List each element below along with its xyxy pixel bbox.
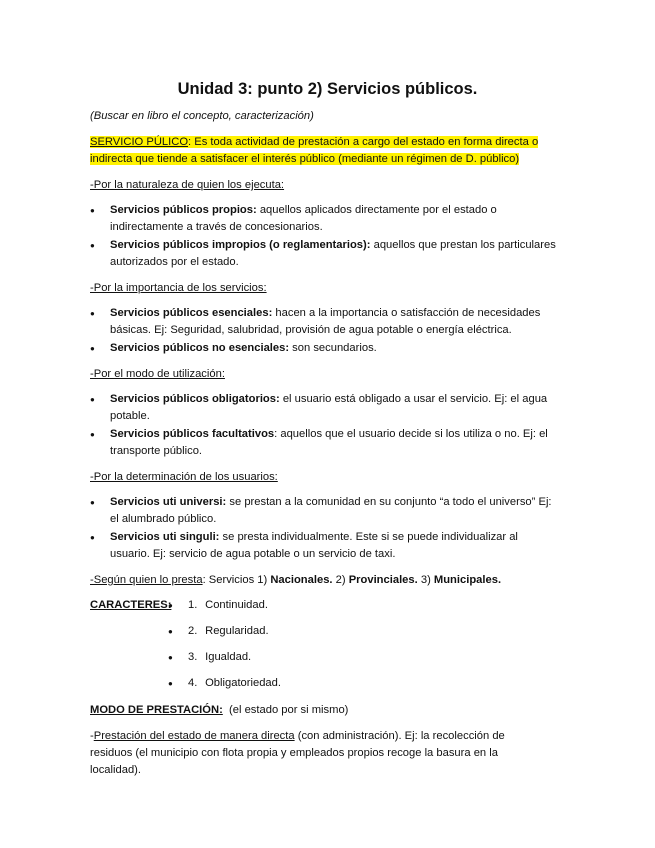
modo-label: MODO DE PRESTACIÓN:: [90, 704, 223, 716]
segun-text: 2): [332, 574, 349, 586]
list-item: [90, 340, 560, 357]
list-item: [168, 597, 638, 622]
list-item: [168, 623, 638, 648]
list-item: [90, 305, 560, 339]
prestacion-label: Prestación del estado de manera directa: [93, 730, 295, 742]
caracteres-block: [90, 597, 655, 701]
segun-paragraph: [90, 572, 550, 589]
item-text: aquellos que prestan los particulares autorizados por el estado.: [110, 239, 556, 268]
definition-text: : Es toda actividad de prestación a cargo del estado en forma directa o indirecta que tiende a satisfacer el interés público (mediante un régimen de D. público): [90, 136, 539, 165]
subtitle: (Buscar en libro el concepto, caracterización): [90, 110, 314, 122]
prestacion-paragraph: [90, 728, 530, 779]
list-item: [90, 494, 560, 528]
item-number: 2.: [188, 625, 198, 637]
definition-paragraph: [90, 134, 550, 168]
section-heading: -Por la importancia de los servicios:: [90, 282, 267, 294]
item-text: son secundarios.: [289, 342, 377, 354]
item-text: Igualdad.: [205, 651, 252, 663]
section-heading: -Por el modo de utilización:: [90, 368, 225, 380]
segun-nacionales: Nacionales.: [270, 574, 333, 586]
item-term: Servicios públicos propios:: [110, 204, 257, 216]
section-heading: -Por la determinación de los usuarios:: [90, 471, 278, 483]
segun-text: 3): [417, 574, 434, 586]
item-term: Servicios públicos facultativos: [110, 428, 275, 440]
list-item: [90, 391, 560, 425]
segun-municipales: Municipales.: [433, 574, 502, 586]
definition-term: SERVICIO PÚLICO: [90, 136, 189, 148]
bullet-list: [90, 202, 560, 271]
list-item: [168, 675, 638, 700]
segun-label: -Según quien lo presta: [90, 574, 203, 586]
item-number: 1.: [188, 599, 198, 611]
item-text: se presta individualmente. Este si se puede individualizar al usuario. Ej: servicio de agua potable o un servicio de taxi.: [110, 531, 518, 560]
bullet-list: [90, 494, 560, 563]
section-heading: -Por la naturaleza de quien los ejecuta:: [90, 179, 285, 191]
item-number: 3.: [188, 651, 198, 663]
segun-provinciales: Provinciales.: [348, 574, 418, 586]
item-term: Servicios uti singuli:: [110, 531, 220, 543]
item-text: : aquellos que el usuario decide si los utiliza o no. Ej: el transporte público.: [110, 428, 548, 457]
page-title: Unidad 3: punto 2) Servicios públicos.: [177, 80, 478, 98]
segun-text: : Servicios 1): [202, 574, 271, 586]
prestacion-text: (con administración). Ej: la recolección de residuos (el municipio con flota propia y empleados propios recoge la basura en la localidad).: [90, 730, 505, 776]
list-item: [90, 529, 560, 563]
item-text: aquellos aplicados directamente por el estado o indirectamente a través de concesionarios.: [110, 204, 497, 233]
prestacion-dash: -: [90, 730, 94, 742]
item-term: Servicios públicos no esenciales:: [110, 342, 290, 354]
modo-note: (el estado por si mismo): [222, 704, 349, 716]
bullet-list: [90, 391, 560, 460]
item-text: hacen a la importancia o satisfacción de necesidades básicas. Ej: Seguridad, salubridad, provisión de agua potable o energía eléctrica.: [110, 307, 541, 336]
caracteres-label: CARACTERES:: [90, 599, 172, 611]
item-term: Servicios uti universi:: [110, 496, 227, 508]
item-text: se prestan a la comunidad en su conjunto “a todo el universo” Ej: el alumbrado público.: [110, 496, 552, 525]
item-text: el usuario está obligado a usar el servicio. Ej: el agua potable.: [110, 393, 548, 422]
list-item: [90, 237, 560, 271]
item-text: Obligatoriedad.: [205, 677, 281, 689]
item-term: Servicios públicos obligatorios:: [110, 393, 280, 405]
list-item: [168, 649, 638, 674]
item-term: Servicios públicos esenciales:: [110, 307, 273, 319]
item-text: Continuidad.: [205, 599, 268, 611]
bullet-list: [90, 305, 560, 357]
item-number: 4.: [188, 677, 198, 689]
caracteres-list: [168, 597, 638, 701]
item-text: Regularidad.: [205, 625, 269, 637]
list-item: [90, 202, 560, 236]
list-item: [90, 426, 560, 460]
item-term: Servicios públicos impropios (o reglamentarios):: [110, 239, 371, 251]
modo-paragraph: [90, 702, 550, 719]
